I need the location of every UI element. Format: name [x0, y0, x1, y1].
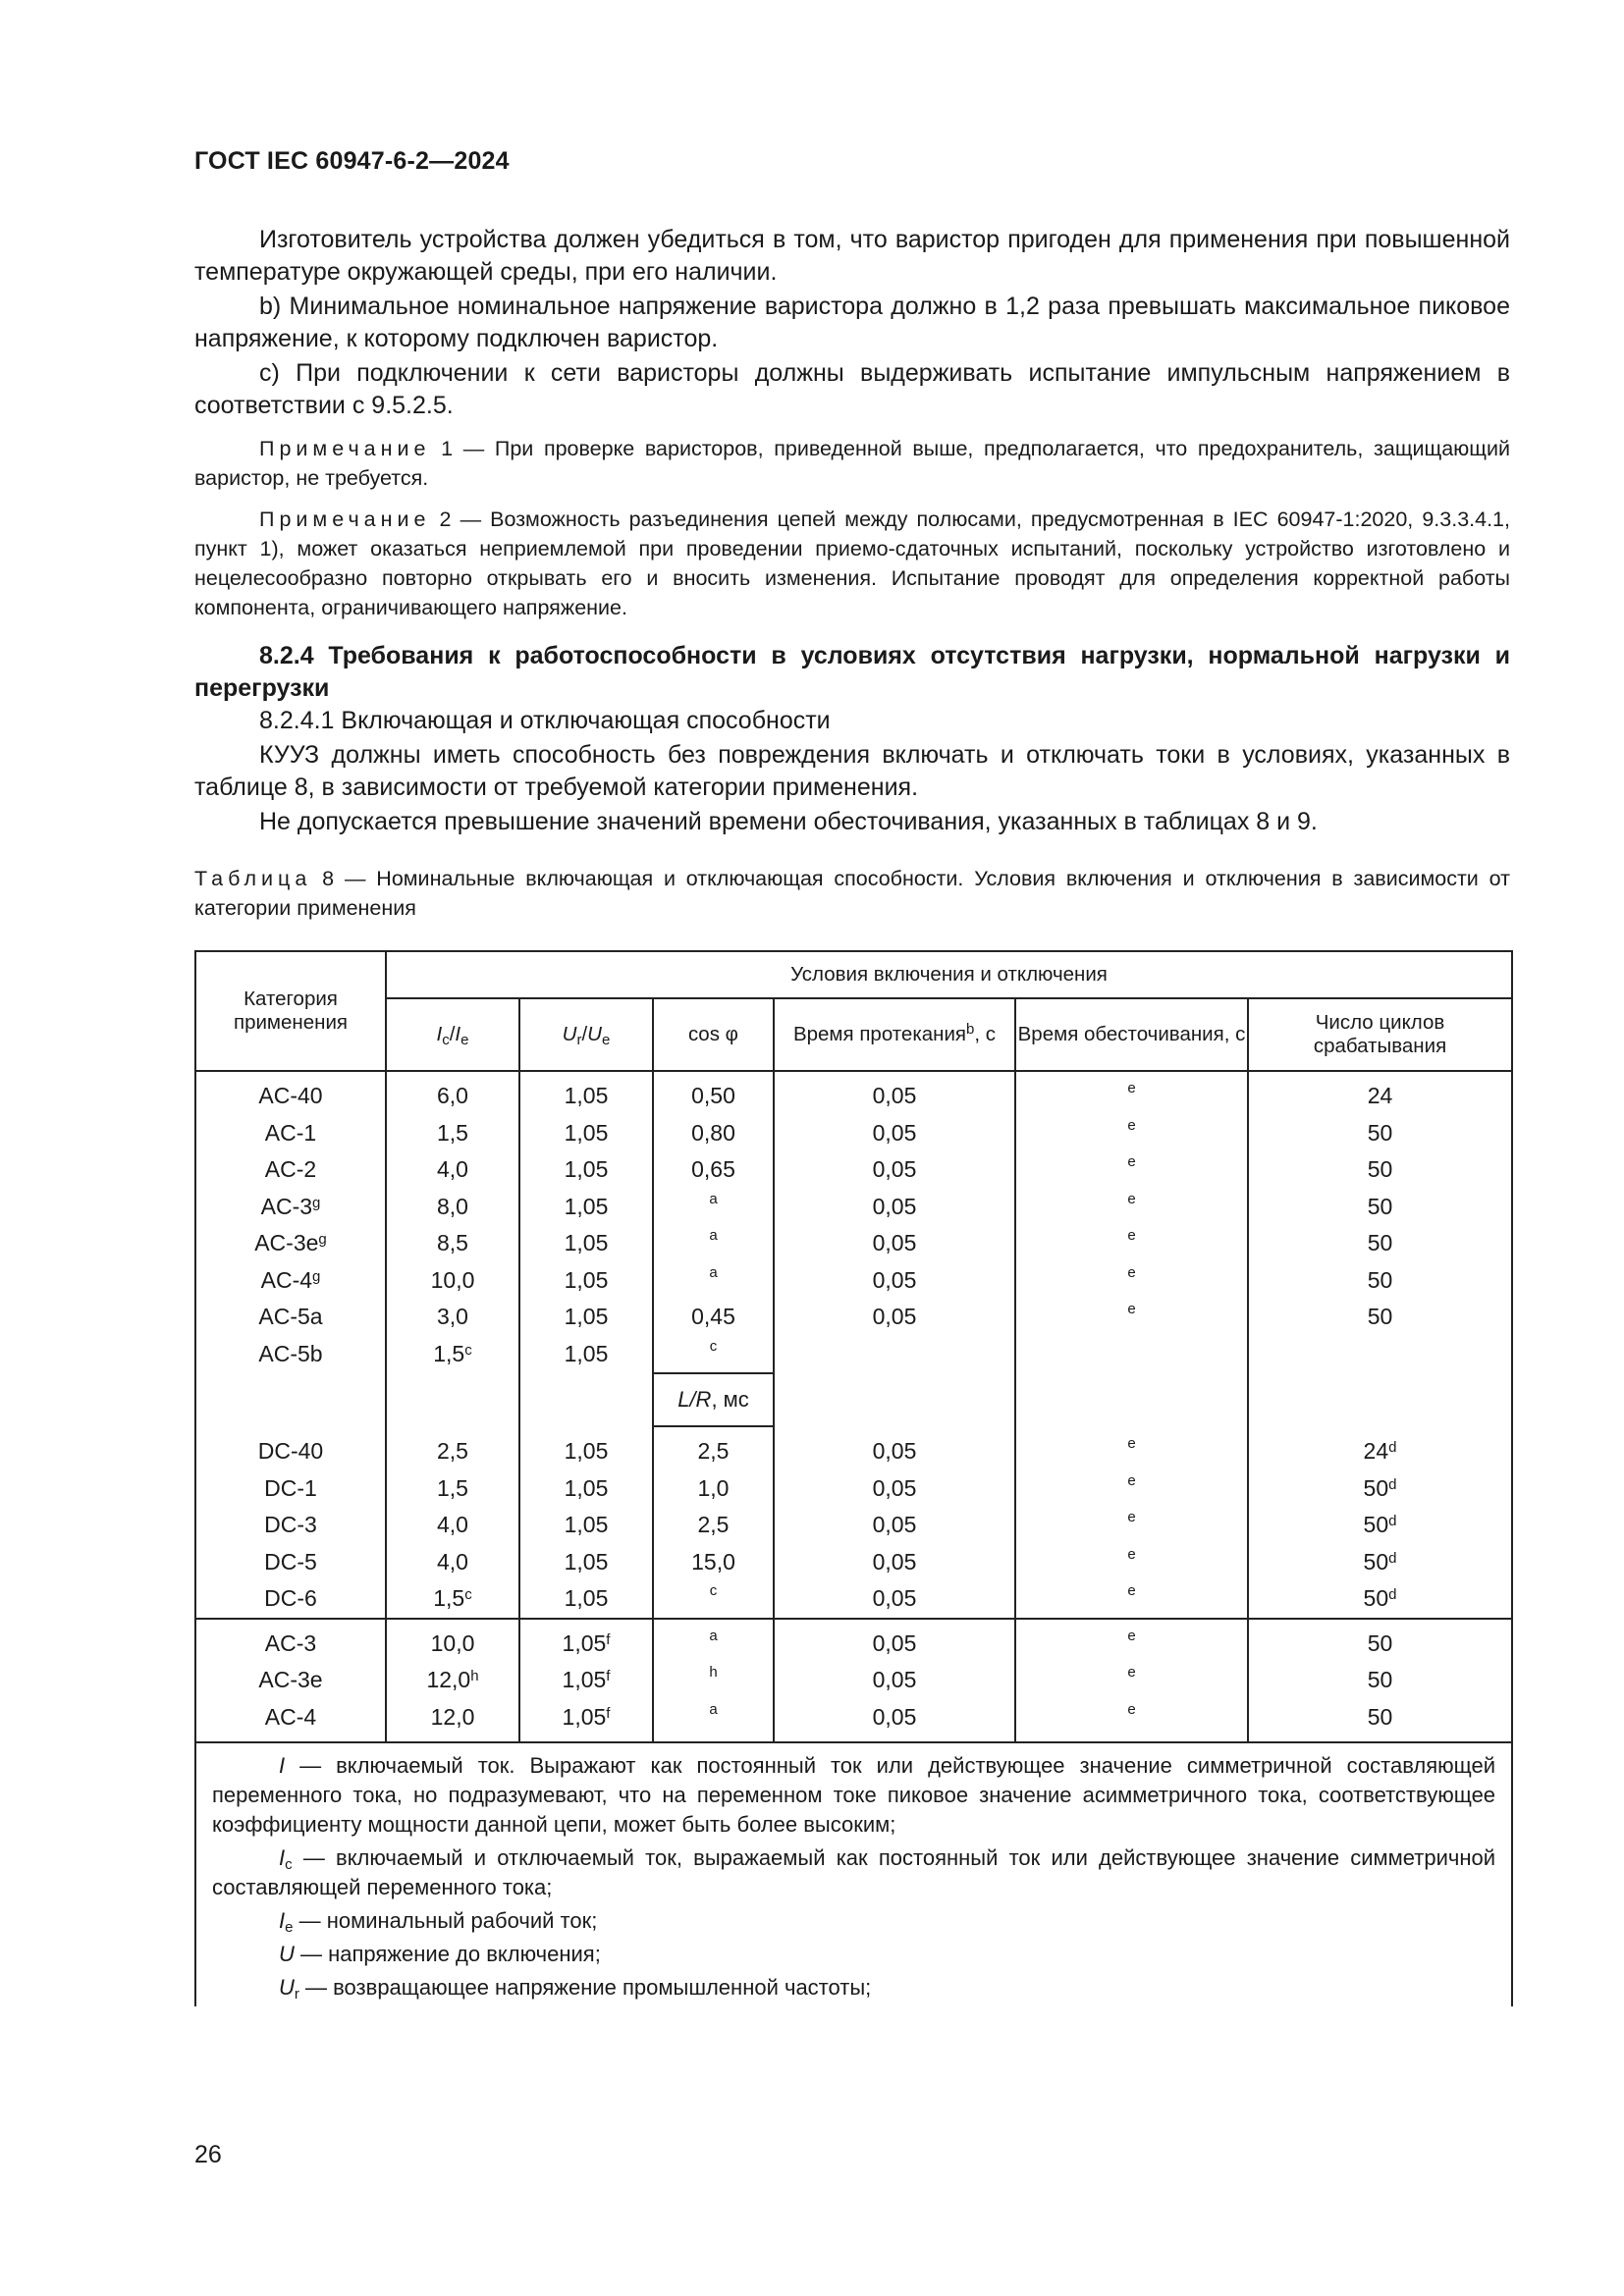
note-2-text: — Возможность разъединения цепей между полюсами, предусмотренная в IEC 60947-1:2020, 9.3.3.4.1, пункт 1), может оказаться неприемлемой при проведении приемо-сдаточных испытаний, поскольку устройство изготовлено и нецелесообразно повторно открывать его и вносить изменения. Испытание проводят для определения корректной работы компонента, ограничивающего напряжение. — [194, 507, 1510, 619]
legend-ic: $I_c$ — включаемый и отключаемый ток, выражаемый как постоянный ток или действующее значение симметричной составляющей переменного тока; — [212, 1845, 1496, 1899]
table-row: DC-40 2,5 1,05 2,5 0,05 e 24$^d$ — [195, 1433, 1512, 1470]
note-2 — [194, 505, 1510, 622]
table-row: AC-4$^g$ 10,0 1,05 a 0,05 e 50 — [195, 1262, 1512, 1300]
document-header: ГОСТ IEC 60947-6-2—2024 — [194, 147, 510, 175]
table-caption-text: 8 — Номинальные включающая и отключающая способности. Условия включения и отключения в зависимости от категории применения — [194, 867, 1510, 920]
paragraph-b: b) Минимальное номинальное напряжение варистора должно в 1,2 раза превышать максимальное пиковое напряжение, к которому подключен варистор. — [194, 293, 1510, 352]
header-lr: L/R, мс — [653, 1373, 774, 1426]
note-1-label: Примечание — [259, 437, 431, 460]
header-ur-ue: $U_r/U_e$ — [519, 998, 653, 1071]
table-row: AC-3e 12,0$^h$ 1,05$^f$ h 0,05 e 50 — [195, 1662, 1512, 1699]
table-row: DC-6 1,5$^c$ 1,05 c 0,05 e 50$^d$ — [195, 1580, 1512, 1619]
table-row: AC-3$^g$ 8,0 1,05 a 0,05 e 50 — [195, 1189, 1512, 1226]
table-row: AC-1 1,5 1,05 0,80 0,05 e 50 — [195, 1115, 1512, 1152]
paragraph-deenergize: Не допускается превышение значений времени обесточивания, указанных в таблицах 8 и 9. — [259, 808, 1318, 835]
table-row: AC-2 4,0 1,05 0,65 0,05 e 50 — [195, 1151, 1512, 1189]
header-ic-ie: $I_c/I_e$ — [386, 998, 519, 1071]
table-row: AC-3 10,0 1,05$^f$ a 0,05 e 50 — [195, 1626, 1512, 1663]
table-row: DC-3 4,0 1,05 2,5 0,05 e 50$^d$ — [195, 1507, 1512, 1544]
page-number: 26 — [194, 2141, 222, 2168]
header-cycles: Число циклов срабатывания — [1248, 998, 1512, 1071]
note-1-text: — При проверке варисторов, приведенной выше, предполагается, что предохранитель, защищающий варистор, не требуется. — [194, 437, 1510, 490]
table-row: AC-40 6,0 1,05 0,50 0,05 e 24 — [195, 1078, 1512, 1115]
table-8 — [194, 950, 1513, 2006]
header-cos-phi: cos φ — [653, 998, 774, 1071]
header-flow-time: Время протекания$^b$, с — [774, 998, 1015, 1071]
paragraph-c: c) При подключении к сети варисторы должны выдерживать испытание импульсным напряжением в соответствии с 9.5.2.5. — [194, 359, 1510, 419]
table-caption — [194, 864, 1510, 923]
legend-ur: $U_r$ — возвращающее напряжение промышленной частоты; — [279, 1975, 872, 2002]
paragraph-varistor-temperature: Изготовитель устройства должен убедиться в том, что варистор пригоден для применения при повышенной температуре окружающей среды, при его наличии. — [194, 226, 1510, 286]
header-deenergize-time: Время обесточивания, с — [1015, 998, 1248, 1071]
table-row: DC-5 4,0 1,05 15,0 0,05 e 50$^d$ — [195, 1544, 1512, 1581]
note-1 — [194, 434, 1510, 493]
section-heading: 8.2.4 Требования к работоспособности в условиях отсутствия нагрузки, нормальной нагрузки и перегрузки — [194, 642, 1510, 702]
table-row: AC-5b 1,5$^c$ 1,05 c — [195, 1336, 1512, 1374]
table-row: AC-5a 3,0 1,05 0,45 0,05 e 50 — [195, 1299, 1512, 1336]
table-row: DC-1 1,5 1,05 1,0 0,05 e 50$^d$ — [195, 1470, 1512, 1508]
table-row: $AC-3e^g$ 8,5 1,05 a 0,05 e 50 — [195, 1225, 1512, 1262]
note-2-label: Примечание — [259, 507, 431, 531]
table-legend — [195, 1742, 1512, 2006]
table-row: AC-4 12,0 1,05$^f$ a 0,05 e 50 — [195, 1699, 1512, 1736]
paragraph-capability: КУУЗ должны иметь способность без повреждения включать и отключать токи в условиях, указанных в таблице 8, в зависимости от требуемой категории применения. — [194, 741, 1510, 801]
legend-u: U — напряжение до включения; — [279, 1942, 601, 1966]
note-2-number: 2 — [439, 507, 452, 531]
note-1-number: 1 — [441, 437, 454, 460]
legend-i: I — включаемый ток. Выражают как постоянный ток или действующее значение симметричной составляющей переменного тока, но подразумевают, что на переменном токе пиковое значение асимметричного тока, соответствующее коэффициенту мощности данной цепи, может быть более высоким; — [212, 1753, 1496, 1837]
legend-ie: $I_e$ — номинальный рабочий ток; — [279, 1908, 598, 1936]
body-text — [194, 224, 1510, 923]
lr-header-row — [195, 1373, 1512, 1426]
table-caption-label: Таблица — [194, 867, 312, 890]
header-conditions: Условия включения и отключения — [386, 951, 1512, 998]
subsection-heading: 8.2.4.1 Включающая и отключающая способности — [259, 707, 831, 734]
header-category: Категория применения — [195, 951, 386, 1071]
